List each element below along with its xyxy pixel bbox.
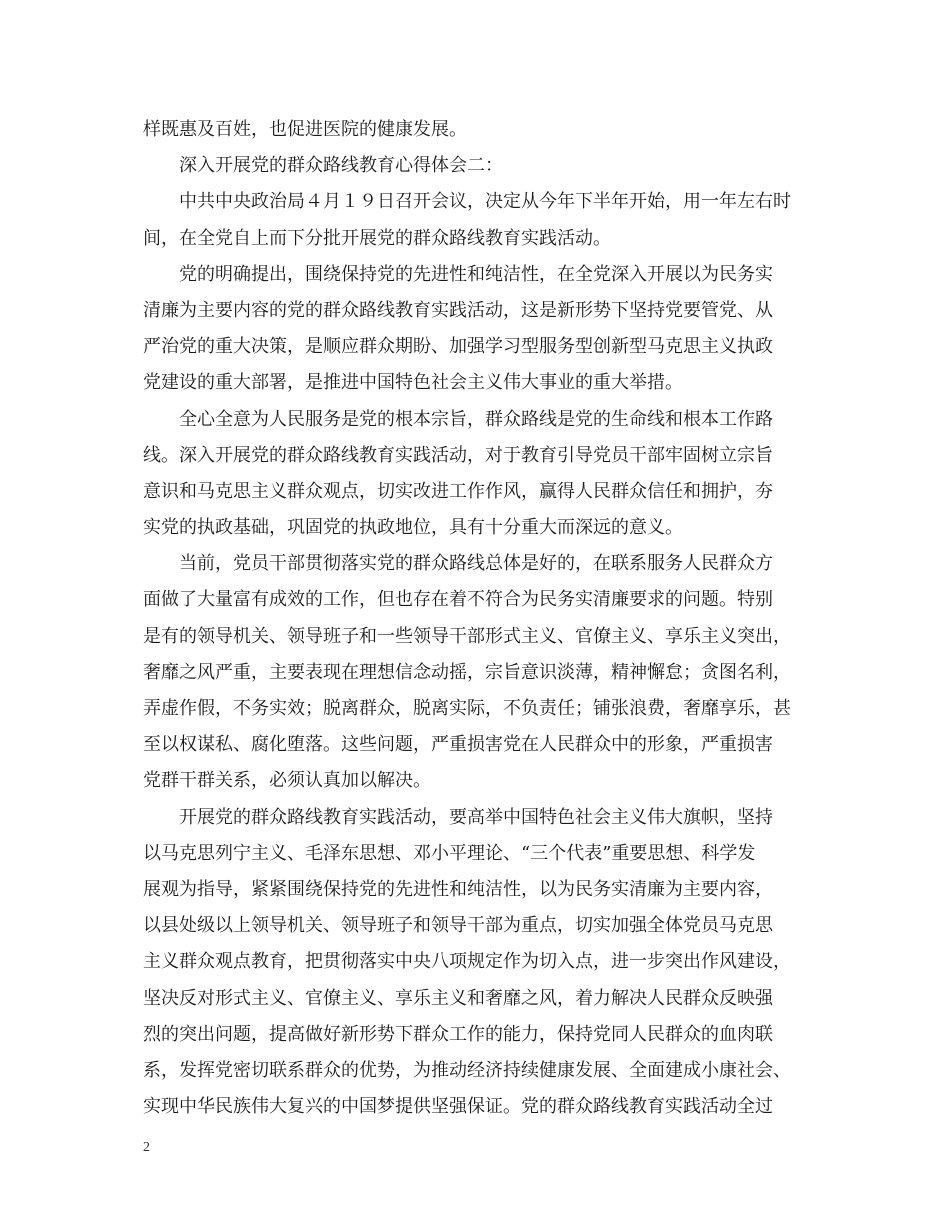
- text-line: 党建设的重大部署，是推进中国特色社会主义伟大事业的重大举措。: [143, 372, 683, 394]
- text-line: 严治党的重大决策，是顺应群众期盼、加强学习型服务型创新型马克思主义执政: [143, 336, 773, 358]
- page-number: 2: [143, 1140, 150, 1155]
- text-line: 实党的执政基础，巩固党的执政地位，具有十分重大而深远的意义。: [143, 517, 683, 539]
- text-line: 烈的突出问题，提高做好新形势下群众工作的能力，保持党同人民群众的血肉联: [143, 1023, 773, 1045]
- text-line: 当前，党员干部贯彻落实党的群众路线总体是好的，在联系服务人民群众方: [179, 553, 773, 575]
- text-line: 至以权谋私、腐化堕落。这些问题，严重损害党在人民群众中的形象，严重损害: [143, 734, 773, 756]
- text-line: 坚决反对形式主义、官僚主义、享乐主义和奢靡之风，着力解决人民群众反映强: [143, 987, 773, 1009]
- text-line: 中共中央政治局４月１９日召开会议，决定从今年下半年开始，用一年左右时: [179, 191, 791, 213]
- text-line: 以马克思列宁主义、毛泽东思想、邓小平理论、“三个代表”重要思想、科学发: [143, 842, 756, 864]
- text-line: 全心全意为人民服务是党的根本宗旨，群众路线是党的生命线和根本工作路: [179, 408, 773, 430]
- text-line: 清廉为主要内容的党的群众路线教育实践活动，这是新形势下坚持党要管党、从: [143, 299, 773, 321]
- text-line: 以县处级以上领导机关、领导班子和领导干部为重点，切实加强全体党员马克思: [143, 915, 773, 937]
- text-line: 系，发挥党密切联系群众的优势，为推动经济持续健康发展、全面建成小康社会、: [143, 1059, 791, 1081]
- text-line: 党群干群关系，必须认真加以解决。: [143, 770, 431, 792]
- text-line: 深入开展党的群众路线教育心得体会二：: [179, 155, 503, 177]
- text-line: 意识和马克思主义群众观点，切实改进工作作风，赢得人民群众信任和拥护，夯: [143, 480, 773, 502]
- text-line: 样既惠及百姓，也促进医院的健康发展。: [143, 119, 467, 140]
- body-text: [143, 112, 811, 1125]
- text-line: 主义群众观点教育，把贯彻落实中央八项规定作为切入点，进一步突出作风建设，: [143, 951, 791, 973]
- text-line: 是有的领导机关、领导班子和一些领导干部形式主义、官僚主义、享乐主义突出，: [143, 625, 791, 647]
- text-line: 奢靡之风严重，主要表现在理想信念动摇，宗旨意识淡薄，精神懈怠；贪图名利，: [143, 661, 791, 683]
- text-line: 开展党的群众路线教育实践活动，要高举中国特色社会主义伟大旗帜，坚持: [179, 806, 773, 828]
- text-line: 实现中华民族伟大复兴的中国梦提供坚强保证。党的群众路线教育实践活动全过: [143, 1096, 773, 1118]
- text-line: 弄虚作假，不务实效；脱离群众，脱离实际，不负责任；铺张浪费，奢靡享乐，甚: [143, 698, 791, 719]
- text-line: 间，在全党自上而下分批开展党的群众路线教育实践活动。: [143, 227, 611, 249]
- text-line: 党的明确提出，围绕保持党的先进性和纯洁性，在全党深入开展以为民务实: [179, 263, 773, 285]
- text-line: 展观为指导，紧紧围绕保持党的先进性和纯洁性，以为民务实清廉为主要内容，: [143, 878, 773, 900]
- text-line: 面做了大量富有成效的工作，但也存在着不符合为民务实清廉要求的问题。特别: [143, 589, 773, 611]
- text-line: 线。深入开展党的群众路线教育实践活动，对于教育引导党员干部牢固树立宗旨: [143, 444, 773, 466]
